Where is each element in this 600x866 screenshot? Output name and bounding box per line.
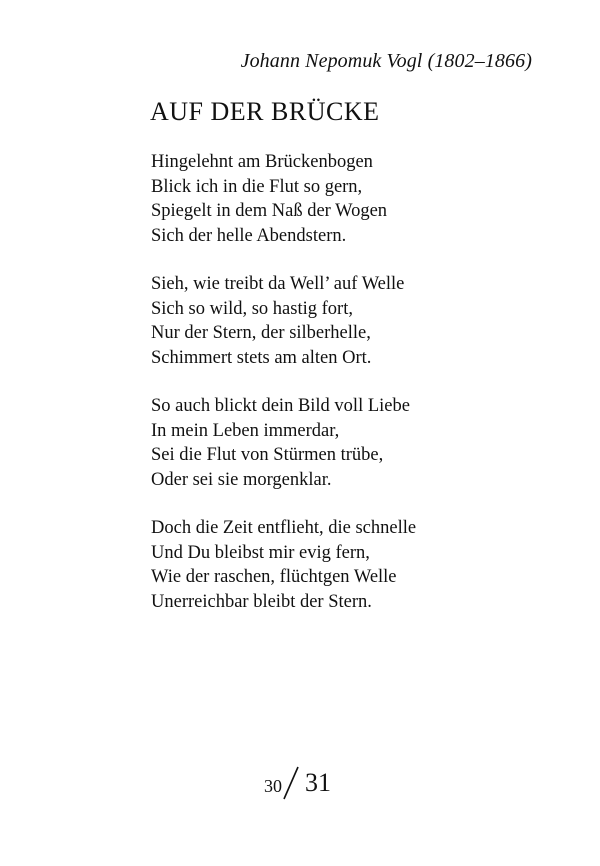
- author-line: Johann Nepomuk Vogl (1802–1866): [240, 50, 532, 72]
- poem-line: Oder sei sie morgenklar.: [151, 469, 332, 490]
- poem-line: Sei die Flut von Stürmen trübe,: [151, 445, 384, 465]
- poem-line: Blick ich in die Flut so gern,: [151, 176, 363, 197]
- stanza-2: [151, 272, 416, 370]
- poem-line: Doch die Zeit entflieht, die schnelle: [151, 518, 417, 538]
- poem-line: Sich so wild, so hastig fort,: [151, 298, 353, 319]
- poem-line: Sich der helle Abendstern.: [151, 225, 347, 246]
- total-page-number: 31: [305, 768, 331, 797]
- stanza-1: [151, 150, 416, 248]
- poem-line: Und Du bleibst mir evig fern,: [151, 542, 370, 563]
- poem-line: So auch blickt dein Bild voll Liebe: [151, 396, 410, 416]
- page-separator-slash: [281, 766, 301, 800]
- stanza-4: [151, 516, 416, 614]
- poem-line: Spiegelt in dem Naß der Wogen: [151, 201, 388, 221]
- current-page-number: 30: [264, 776, 282, 796]
- stanza-3: [151, 394, 416, 492]
- poem-line: Schimmert stets am alten Ort.: [151, 347, 372, 368]
- page-number: [264, 764, 344, 804]
- poem-line: Hingelehnt am Brückenbogen: [151, 152, 373, 172]
- poem-line: Unerreichbar bleibt der Stern.: [151, 591, 372, 612]
- poem-line: Wie der raschen, flüchtgen Welle: [151, 567, 397, 587]
- poem-line: Sieh, wie treibt da Well’ auf Welle: [151, 274, 405, 294]
- poem-body: [151, 150, 416, 638]
- poem-line: Nur der Stern, der silberhelle,: [151, 323, 371, 343]
- poem-title: AUF DER BRÜCKE: [150, 97, 380, 126]
- poem-line: In mein Leben immerdar,: [151, 420, 340, 441]
